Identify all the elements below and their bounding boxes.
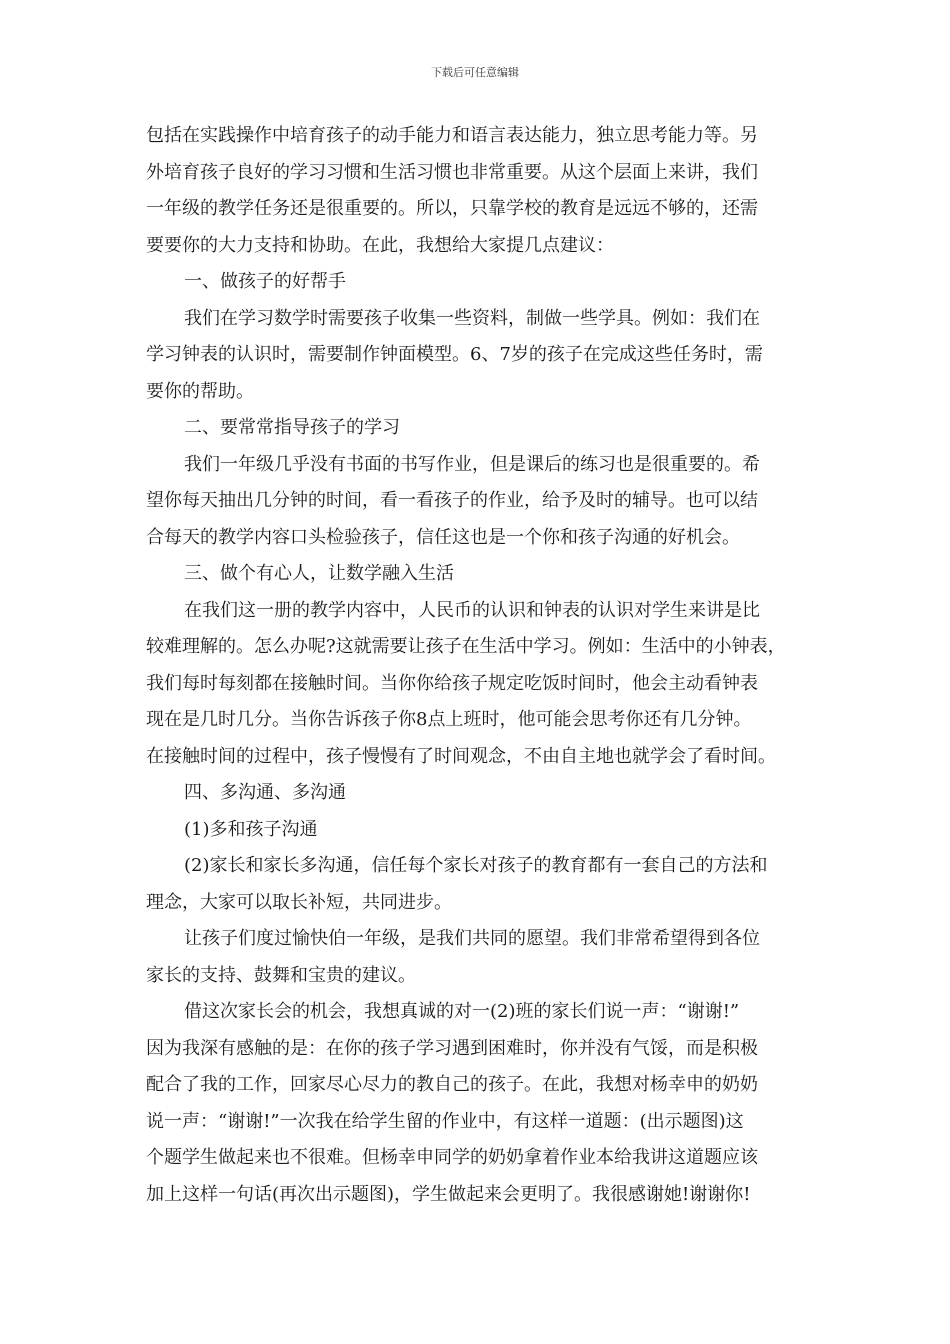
document-body — [146, 118, 811, 1213]
body-line: 个题学生做起来也不很难。但杨幸申同学的奶奶拿着作业本给我讲这道题应该 — [146, 1147, 758, 1168]
section-heading: 一、做孩子的好帮手 — [184, 271, 346, 292]
body-line: 说一声：“谢谢!”一次我在给学生留的作业中，有这样一道题：(出示题图)这 — [146, 1110, 744, 1132]
body-line: 我们每时每刻都在接触时间。当你你给孩子规定吃饭时间时，他会主动看钟表 — [146, 672, 758, 694]
body-line: 要你的帮助。 — [146, 380, 254, 402]
body-line: 在我们这一册的教学内容中，人民币的认识和钟表的认识对学生来讲是比 — [184, 599, 760, 621]
section-heading: 二、要常常指导孩子的学习 — [184, 417, 400, 438]
body-line: 家长的支持、鼓舞和宝贵的建议。 — [146, 964, 416, 986]
body-line: 要要你的大力支持和协助。在此，我想给大家提几点建议： — [146, 234, 614, 256]
body-line: 配合了我的工作，回家尽心尽力的教自己的孩子。在此，我想对杨幸申的奶奶 — [146, 1074, 758, 1095]
body-line: 加上这样一句话(再次出示题图)，学生做起来会更明了。我很感谢她!谢谢你! — [146, 1183, 751, 1205]
list-item: (1)多和孩子沟通 — [184, 818, 318, 840]
body-line: 外培育孩子良好的学习习惯和生活习惯也非常重要。从这个层面上来讲，我们 — [146, 161, 758, 183]
list-item: (2)家长和家长多沟通，信任每个家长对孩子的教育都有一套自己的方法和 — [184, 855, 768, 876]
body-line: 因为我深有感触的是：在你的孩子学习遇到困难时，你并没有气馁，而是积极 — [146, 1037, 758, 1059]
body-line: 我们一年级几乎没有书面的书写作业，但是课后的练习也是很重要的。希 — [184, 453, 760, 475]
page-header: 下载后可任意编辑 — [431, 66, 519, 79]
body-line: 借这次家长会的机会，我想真诚的对一(2)班的家长们说一声：“谢谢!” — [184, 1001, 740, 1022]
body-line: 学习钟表的认识时，需要制作钟面模型。6、7岁的孩子在完成这些任务时，需 — [146, 344, 763, 365]
body-line: 现在是几时几分。当你告诉孩子你8点上班时，他可能会思考你还有几分钟。 — [146, 709, 752, 730]
body-line: 合每天的教学内容口头检验孩子，信任这也是一个你和孩子沟通的好机会。 — [146, 526, 740, 548]
section-heading: 四、多沟通、多沟通 — [184, 782, 346, 803]
body-line: 在接触时间的过程中，孩子慢慢有了时间观念，不由自主地也就学会了看时间。 — [146, 745, 776, 767]
section-heading: 三、做个有心人，让数学融入生活 — [184, 563, 454, 584]
body-line: 包括在实践操作中培育孩子的动手能力和语言表达能力，独立思考能力等。另 — [146, 125, 758, 146]
body-line: 一年级的教学任务还是很重要的。所以，只靠学校的教育是远远不够的，还需 — [146, 198, 758, 219]
body-line: 让孩子们度过愉快伯一年级，是我们共同的愿望。我们非常希望得到各位 — [184, 928, 760, 949]
body-line: 我们在学习数学时需要孩子收集一些资料，制做一些学具。例如：我们在 — [184, 307, 760, 329]
body-line: 理念，大家可以取长补短，共同进步。 — [146, 891, 452, 913]
body-line: 较难理解的。怎么办呢?这就需要让孩子在生活中学习。例如：生活中的小钟表， — [146, 636, 786, 657]
body-line: 望你每天抽出几分钟的时间，看一看孩子的作业，给予及时的辅导。也可以结 — [146, 490, 758, 511]
